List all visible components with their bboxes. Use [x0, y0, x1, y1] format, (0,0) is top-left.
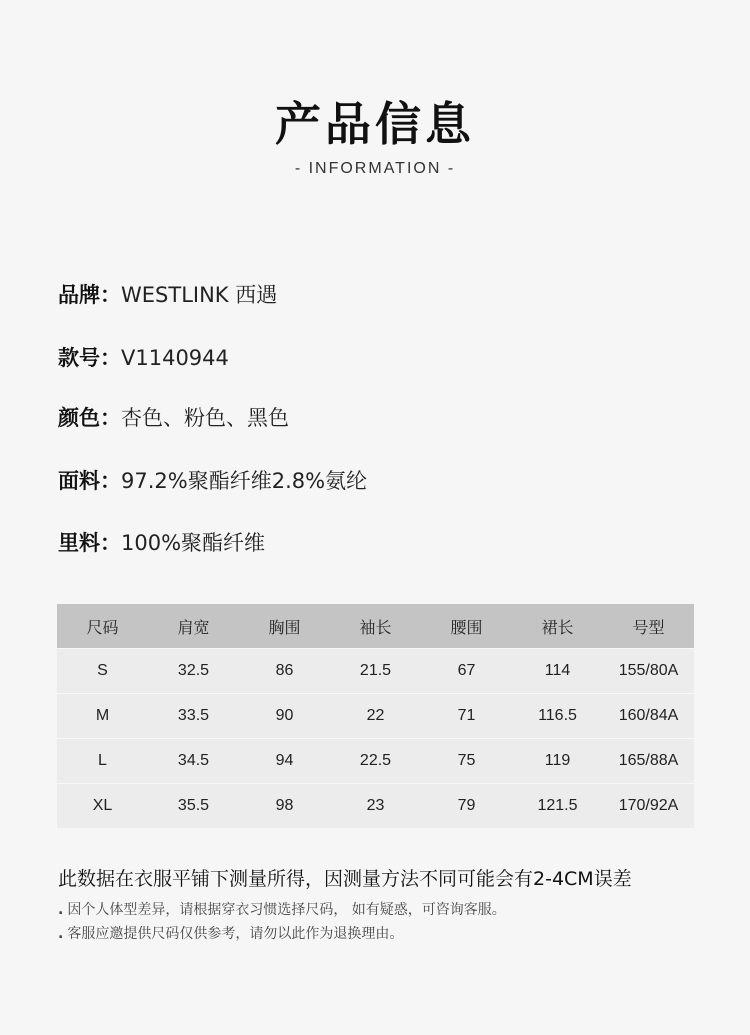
table-cell: 98	[239, 784, 330, 829]
table-header-cell: 肩宽	[148, 604, 239, 649]
info-lining	[58, 527, 265, 557]
table-cell: 23	[330, 784, 421, 829]
table-row	[57, 739, 694, 784]
table-cell: 119	[512, 739, 603, 784]
info-label: 款号：	[58, 346, 121, 370]
note-item	[58, 899, 506, 919]
note-text: 客服应邀提供尺码仅供参考，请勿以此作为退换理由。	[67, 926, 404, 942]
table-header-cell: 胸围	[239, 604, 330, 649]
table-header-cell: 袖长	[330, 604, 421, 649]
info-color	[58, 402, 289, 432]
table-cell: 35.5	[148, 784, 239, 829]
info-value: 杏色、粉色、黑色	[121, 406, 289, 430]
bullet-icon: .	[58, 902, 64, 918]
table-cell: M	[57, 694, 148, 739]
note-text: 因个人体型差异，请根据穿衣习惯选择尺码， 如有疑惑，可咨询客服。	[67, 902, 506, 918]
page-title: 产品信息	[275, 97, 475, 151]
table-cell: 71	[421, 694, 512, 739]
table-cell: 32.5	[148, 649, 239, 694]
info-label: 颜色：	[58, 406, 121, 430]
info-value: WESTLINK 西遇	[121, 283, 278, 307]
table-header-cell: 腰围	[421, 604, 512, 649]
info-label: 里料：	[58, 531, 121, 555]
table-cell: 22.5	[330, 739, 421, 784]
info-label: 品牌：	[58, 283, 121, 307]
table-cell: 121.5	[512, 784, 603, 829]
table-cell: 160/84A	[603, 694, 694, 739]
table-cell: 155/80A	[603, 649, 694, 694]
table-cell: 22	[330, 694, 421, 739]
table-cell: XL	[57, 784, 148, 829]
table-header-cell: 号型	[603, 604, 694, 649]
table-header-cell: 尺码	[57, 604, 148, 649]
table-cell: 86	[239, 649, 330, 694]
measurement-note: 此数据在衣服平铺下测量所得，因测量方法不同可能会有2-4CM误差	[58, 868, 632, 890]
table-cell: 21.5	[330, 649, 421, 694]
table-header-row	[57, 604, 694, 649]
table-row	[57, 784, 694, 829]
table-cell: 79	[421, 784, 512, 829]
table-cell: 75	[421, 739, 512, 784]
table-cell: 170/92A	[603, 784, 694, 829]
table-cell: 67	[421, 649, 512, 694]
table-cell: 165/88A	[603, 739, 694, 784]
info-brand	[58, 279, 277, 309]
info-fabric	[58, 465, 367, 495]
page-subtitle: - INFORMATION -	[294, 160, 456, 177]
info-label: 面料：	[58, 469, 121, 493]
table-row	[57, 694, 694, 739]
info-value: 100%聚酯纤维	[121, 531, 266, 555]
table-cell: 94	[239, 739, 330, 784]
table-cell: 33.5	[148, 694, 239, 739]
table-cell: 90	[239, 694, 330, 739]
table-cell: S	[57, 649, 148, 694]
note-item	[58, 923, 403, 943]
info-value: 97.2%聚酯纤维2.8%氨纶	[121, 469, 368, 493]
table-cell: 34.5	[148, 739, 239, 784]
info-style-number	[58, 342, 229, 372]
info-value: V1140944	[121, 346, 229, 370]
size-table	[57, 604, 694, 828]
table-cell: 116.5	[512, 694, 603, 739]
table-row	[57, 649, 694, 694]
bullet-icon: .	[58, 926, 64, 942]
table-header-cell: 裙长	[512, 604, 603, 649]
table-cell: L	[57, 739, 148, 784]
table-cell: 114	[512, 649, 603, 694]
